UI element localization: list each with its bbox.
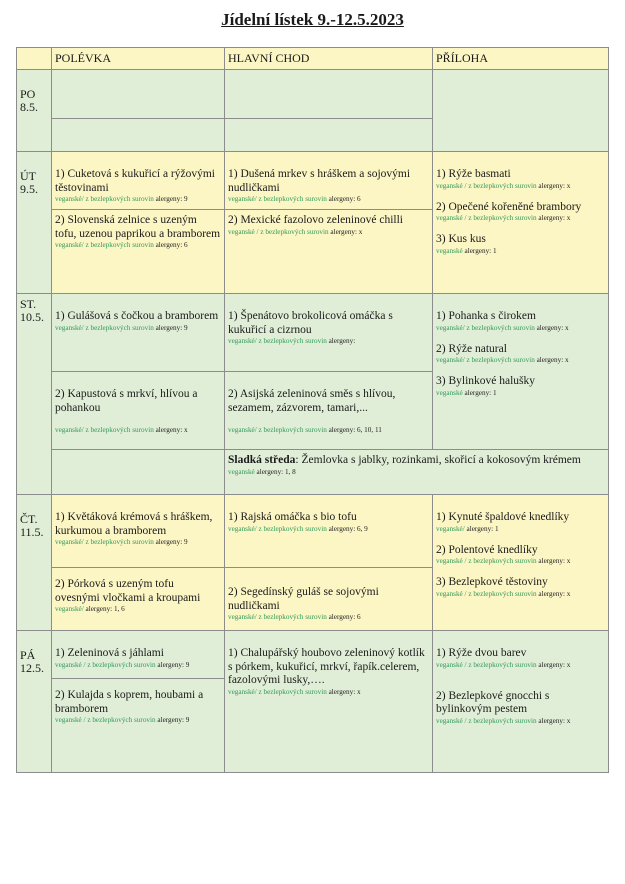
dish-allergens: alergeny: x	[538, 214, 571, 222]
dish-tag: veganské/ z bezlepkových surovin	[228, 687, 327, 696]
cell-soup	[52, 70, 225, 119]
day-name: ČT.	[20, 512, 38, 526]
dish-meta	[228, 337, 429, 346]
side-item	[436, 690, 605, 726]
side-item	[436, 310, 605, 333]
dish-tag: veganské	[228, 467, 255, 476]
cell-side	[433, 152, 609, 294]
dish-tag: veganské/ z bezlepkových surovin	[228, 426, 327, 434]
dish-allergens: alergeny: x	[155, 426, 188, 434]
dish-name: 2) Mexické fazolovo zeleninové chilli	[228, 214, 403, 226]
dish-allergens: alergeny: 1	[464, 388, 497, 397]
cell-main	[225, 294, 433, 372]
dish-tag: veganské / z bezlepkových surovin	[436, 214, 537, 222]
dish-allergens: alergeny: 9	[155, 323, 188, 332]
dish-tag: veganské / z bezlepkových surovin	[55, 660, 156, 669]
cell-soup	[52, 450, 225, 495]
dish-tag: veganské / z bezlepkových surovin	[436, 589, 537, 598]
dish-meta	[55, 538, 221, 547]
day-date: 10.5.	[20, 310, 44, 324]
dish-tag: veganské / z bezlepkových surovin	[436, 181, 537, 190]
dish-meta	[55, 716, 221, 725]
dish-meta	[228, 468, 605, 477]
dish-tag: veganské/ z bezlepkových surovin	[436, 356, 535, 364]
dish-tag: veganské/ z bezlepkových surovin	[55, 195, 154, 203]
page-title: Jídelní lístek 9.-12.5.2023	[221, 10, 404, 29]
side-item	[436, 647, 605, 670]
dish-allergens: alergeny: 6	[328, 195, 361, 203]
dish-allergens: alergeny: 9	[157, 660, 190, 669]
header-soup: POLÉVKA	[52, 48, 225, 70]
day-date: 12.5.	[20, 661, 44, 675]
cell-soup	[52, 631, 225, 679]
dish-allergens: alergeny: 1	[464, 246, 497, 255]
dish-allergens: alergeny: x	[328, 687, 361, 696]
cell-soup	[52, 294, 225, 372]
dish-allergens: alergeny: 1, 6	[85, 605, 125, 613]
dish-name: 1) Dušená mrkev s hráškem a sojovými nudličkami	[228, 168, 411, 194]
day-ut	[17, 152, 52, 294]
cell-main	[225, 119, 433, 152]
day-date: 8.5.	[20, 100, 38, 114]
header-row	[17, 48, 609, 70]
dish-meta	[228, 195, 429, 204]
side-item	[436, 233, 605, 256]
dish-meta	[436, 661, 605, 670]
dish-tag: veganské/ z bezlepkových surovin	[55, 323, 154, 332]
sweet-label: Sladká středa	[228, 454, 296, 466]
dish-name: 2) Kulajda s koprem, houbami a bramborem	[55, 689, 204, 715]
cell-soup	[52, 152, 225, 210]
cell-side	[433, 70, 609, 152]
side-item	[436, 576, 605, 599]
row-st-1	[17, 294, 609, 372]
dish-name: 2) Segedínský guláš se sojovými nudličkami	[228, 586, 379, 612]
cell-soup	[52, 495, 225, 568]
dish-name: 1) Kynuté špaldové knedlíky	[436, 511, 570, 523]
day-name: PÁ	[20, 648, 36, 662]
dish-tag: veganské	[436, 246, 463, 255]
cell-main	[225, 372, 433, 450]
dish-tag: veganské/ z bezlepkových surovin	[228, 524, 327, 533]
dish-meta	[436, 324, 605, 333]
side-item	[436, 375, 605, 398]
dish-allergens: alergeny: 1	[466, 524, 499, 533]
dish-meta	[55, 195, 221, 204]
dish-tag: veganské/	[436, 524, 465, 533]
dish-name: 2) Asijská zeleninová směs s hlívou, sezamem, zázvorem, tamari,...	[228, 388, 396, 414]
dish-allergens: alergeny: x	[536, 323, 569, 332]
dish-meta	[55, 241, 221, 250]
sweet-wednesday	[225, 450, 609, 495]
menu-table	[16, 47, 609, 773]
side-item	[436, 343, 605, 366]
dish-allergens: alergeny: 6, 10, 11	[328, 426, 382, 434]
day-date: 11.5.	[20, 525, 44, 539]
row-ut-1	[17, 152, 609, 210]
dish-name: 3) Bylinkové halušky	[436, 375, 536, 387]
row-st-3	[17, 450, 609, 495]
dish-meta	[436, 557, 605, 566]
cell-soup	[52, 679, 225, 773]
day-ct	[17, 495, 52, 631]
dish-meta	[55, 324, 221, 333]
row-po-1	[17, 70, 609, 119]
dish-meta	[436, 356, 605, 365]
cell-side	[433, 631, 609, 773]
cell-main	[225, 495, 433, 568]
day-name: PO	[20, 87, 36, 101]
day-pa	[17, 631, 52, 773]
dish-allergens: alergeny: x	[538, 716, 571, 725]
dish-name: 2) Pórková s uzeným tofu ovesnými vločkami a kroupami	[55, 578, 201, 604]
cell-soup	[52, 372, 225, 450]
dish-name: 2) Polentové knedlíky	[436, 543, 538, 556]
dish-name: 1) Špenátovo brokolicová omáčka s kukuřicí a cizrnou	[228, 310, 393, 336]
dish-allergens: alergeny: x	[538, 589, 571, 598]
dish-allergens: alergeny: 9	[155, 538, 188, 546]
dish-allergens: alergeny: 6, 9	[328, 524, 368, 533]
dish-allergens: alergeny: 6	[155, 241, 188, 249]
dish-allergens: alergeny: x	[536, 356, 569, 364]
cell-soup	[52, 568, 225, 631]
dish-meta	[55, 661, 221, 670]
day-st	[17, 294, 52, 495]
side-item	[436, 544, 605, 567]
dish-meta	[228, 228, 429, 237]
cell-soup	[52, 119, 225, 152]
cell-main	[225, 210, 433, 294]
dish-allergens: alergeny: x	[538, 557, 571, 565]
dish-tag: veganské / z bezlepkových surovin	[55, 716, 156, 724]
dish-meta	[55, 426, 221, 435]
dish-allergens: alergeny: 9	[157, 716, 190, 724]
dish-name: 1) Rajská omáčka s bio tofu	[228, 511, 357, 523]
dish-tag: veganské / z bezlepkových surovin	[436, 660, 537, 669]
dish-allergens: alergeny:	[328, 337, 356, 345]
dish-name: 2) Rýže natural	[436, 342, 507, 355]
dish-name	[228, 454, 605, 468]
dish-name: 1) Cuketová s kukuřicí a rýžovými těstovinami	[55, 168, 216, 194]
cell-side	[433, 294, 609, 450]
dish-allergens: alergeny: x	[330, 227, 363, 236]
day-po	[17, 70, 52, 152]
dish-meta	[228, 688, 429, 697]
dish-name: 2) Slovenská zelnice s uzeným tofu, uzenou paprikou a bramborem	[55, 214, 221, 240]
dish-meta	[228, 613, 429, 622]
row-pa-1	[17, 631, 609, 679]
dish-tag: veganské/ z bezlepkových surovin	[55, 241, 154, 249]
dish-tag: veganské/ z bezlepkových surovin	[228, 195, 327, 203]
dish-tag: veganské / z bezlepkových surovin	[228, 227, 329, 236]
dish-tag: veganské/ z bezlepkových surovin	[228, 613, 327, 621]
dish-meta	[436, 247, 605, 256]
dish-meta	[228, 525, 429, 534]
cell-main	[225, 152, 433, 210]
cell-main	[225, 568, 433, 631]
dish-meta	[436, 182, 605, 191]
dish-tag: veganské	[436, 388, 463, 397]
dish-tag: veganské / z bezlepkových surovin	[436, 557, 537, 565]
dish-meta	[228, 426, 429, 435]
dish-tag: veganské/ z bezlepkových surovin	[55, 538, 154, 546]
dish-name: 2) Bezlepkové gnocchi s bylinkovým pestem	[436, 689, 550, 715]
dish-meta	[436, 590, 605, 599]
dish-name: 1) Rýže dvou barev	[436, 647, 527, 659]
dish-tag: veganské/ z bezlepkových surovin	[228, 337, 327, 345]
dish-name: 3) Kus kus	[436, 233, 486, 245]
row-ct-1	[17, 495, 609, 568]
dish-meta	[436, 525, 605, 534]
dish-tag: veganské/ z bezlepkových surovin	[436, 323, 535, 332]
side-item	[436, 168, 605, 191]
dish-name: 1) Květáková krémová s hráškem, kurkumou a bramborem	[55, 511, 213, 537]
cell-main	[225, 70, 433, 119]
dish-allergens: alergeny: x	[538, 181, 571, 190]
dish-allergens: alergeny: x	[538, 660, 571, 669]
cell-soup	[52, 210, 225, 294]
dish-meta	[436, 389, 605, 398]
dish-meta	[55, 605, 221, 614]
dish-name: 1) Chalupářský houbovo zeleninový kotlík s pórkem, kukuřicí, mrkví, řapík.celerem, fazolovými lusky,….	[228, 647, 425, 686]
dish-allergens: alergeny: 9	[155, 195, 188, 203]
header-day	[17, 48, 52, 70]
dish-allergens: alergeny: 1, 8	[256, 467, 296, 476]
cell-main	[225, 631, 433, 773]
dish-name: 1) Pohanka s čirokem	[436, 310, 536, 322]
dish-name: 1) Rýže basmati	[436, 168, 511, 180]
dish-allergens: alergeny: 6	[328, 613, 361, 621]
dish-name: 1) Zeleninová s jáhlami	[55, 647, 164, 659]
dish-meta	[436, 717, 605, 726]
dish-name: 2) Kapustová s mrkví, hlívou a pohankou	[55, 388, 198, 414]
day-name: ST.	[20, 297, 37, 311]
dish-name: 3) Bezlepkové těstoviny	[436, 576, 548, 588]
dish-tag: veganské/	[55, 605, 84, 613]
header-main: HLAVNÍ CHOD	[225, 48, 433, 70]
dish-name: 2) Opečené kořeněné brambory	[436, 200, 582, 213]
dish-tag: veganské / z bezlepkových surovin	[436, 716, 537, 725]
cell-side	[433, 495, 609, 631]
dish-meta	[436, 214, 605, 223]
day-name: ÚT	[20, 169, 36, 183]
dish-name: 1) Gulášová s čočkou a bramborem	[55, 310, 219, 322]
dish-tag: veganské/ z bezlepkových surovin	[55, 426, 154, 434]
sweet-dish: : Žemlovka s jablky, rozinkami, skořicí a kokosovým krémem	[295, 454, 581, 466]
day-date: 9.5.	[20, 182, 38, 196]
side-item	[436, 511, 605, 534]
side-item	[436, 201, 605, 224]
header-side: PŘÍLOHA	[433, 48, 609, 70]
